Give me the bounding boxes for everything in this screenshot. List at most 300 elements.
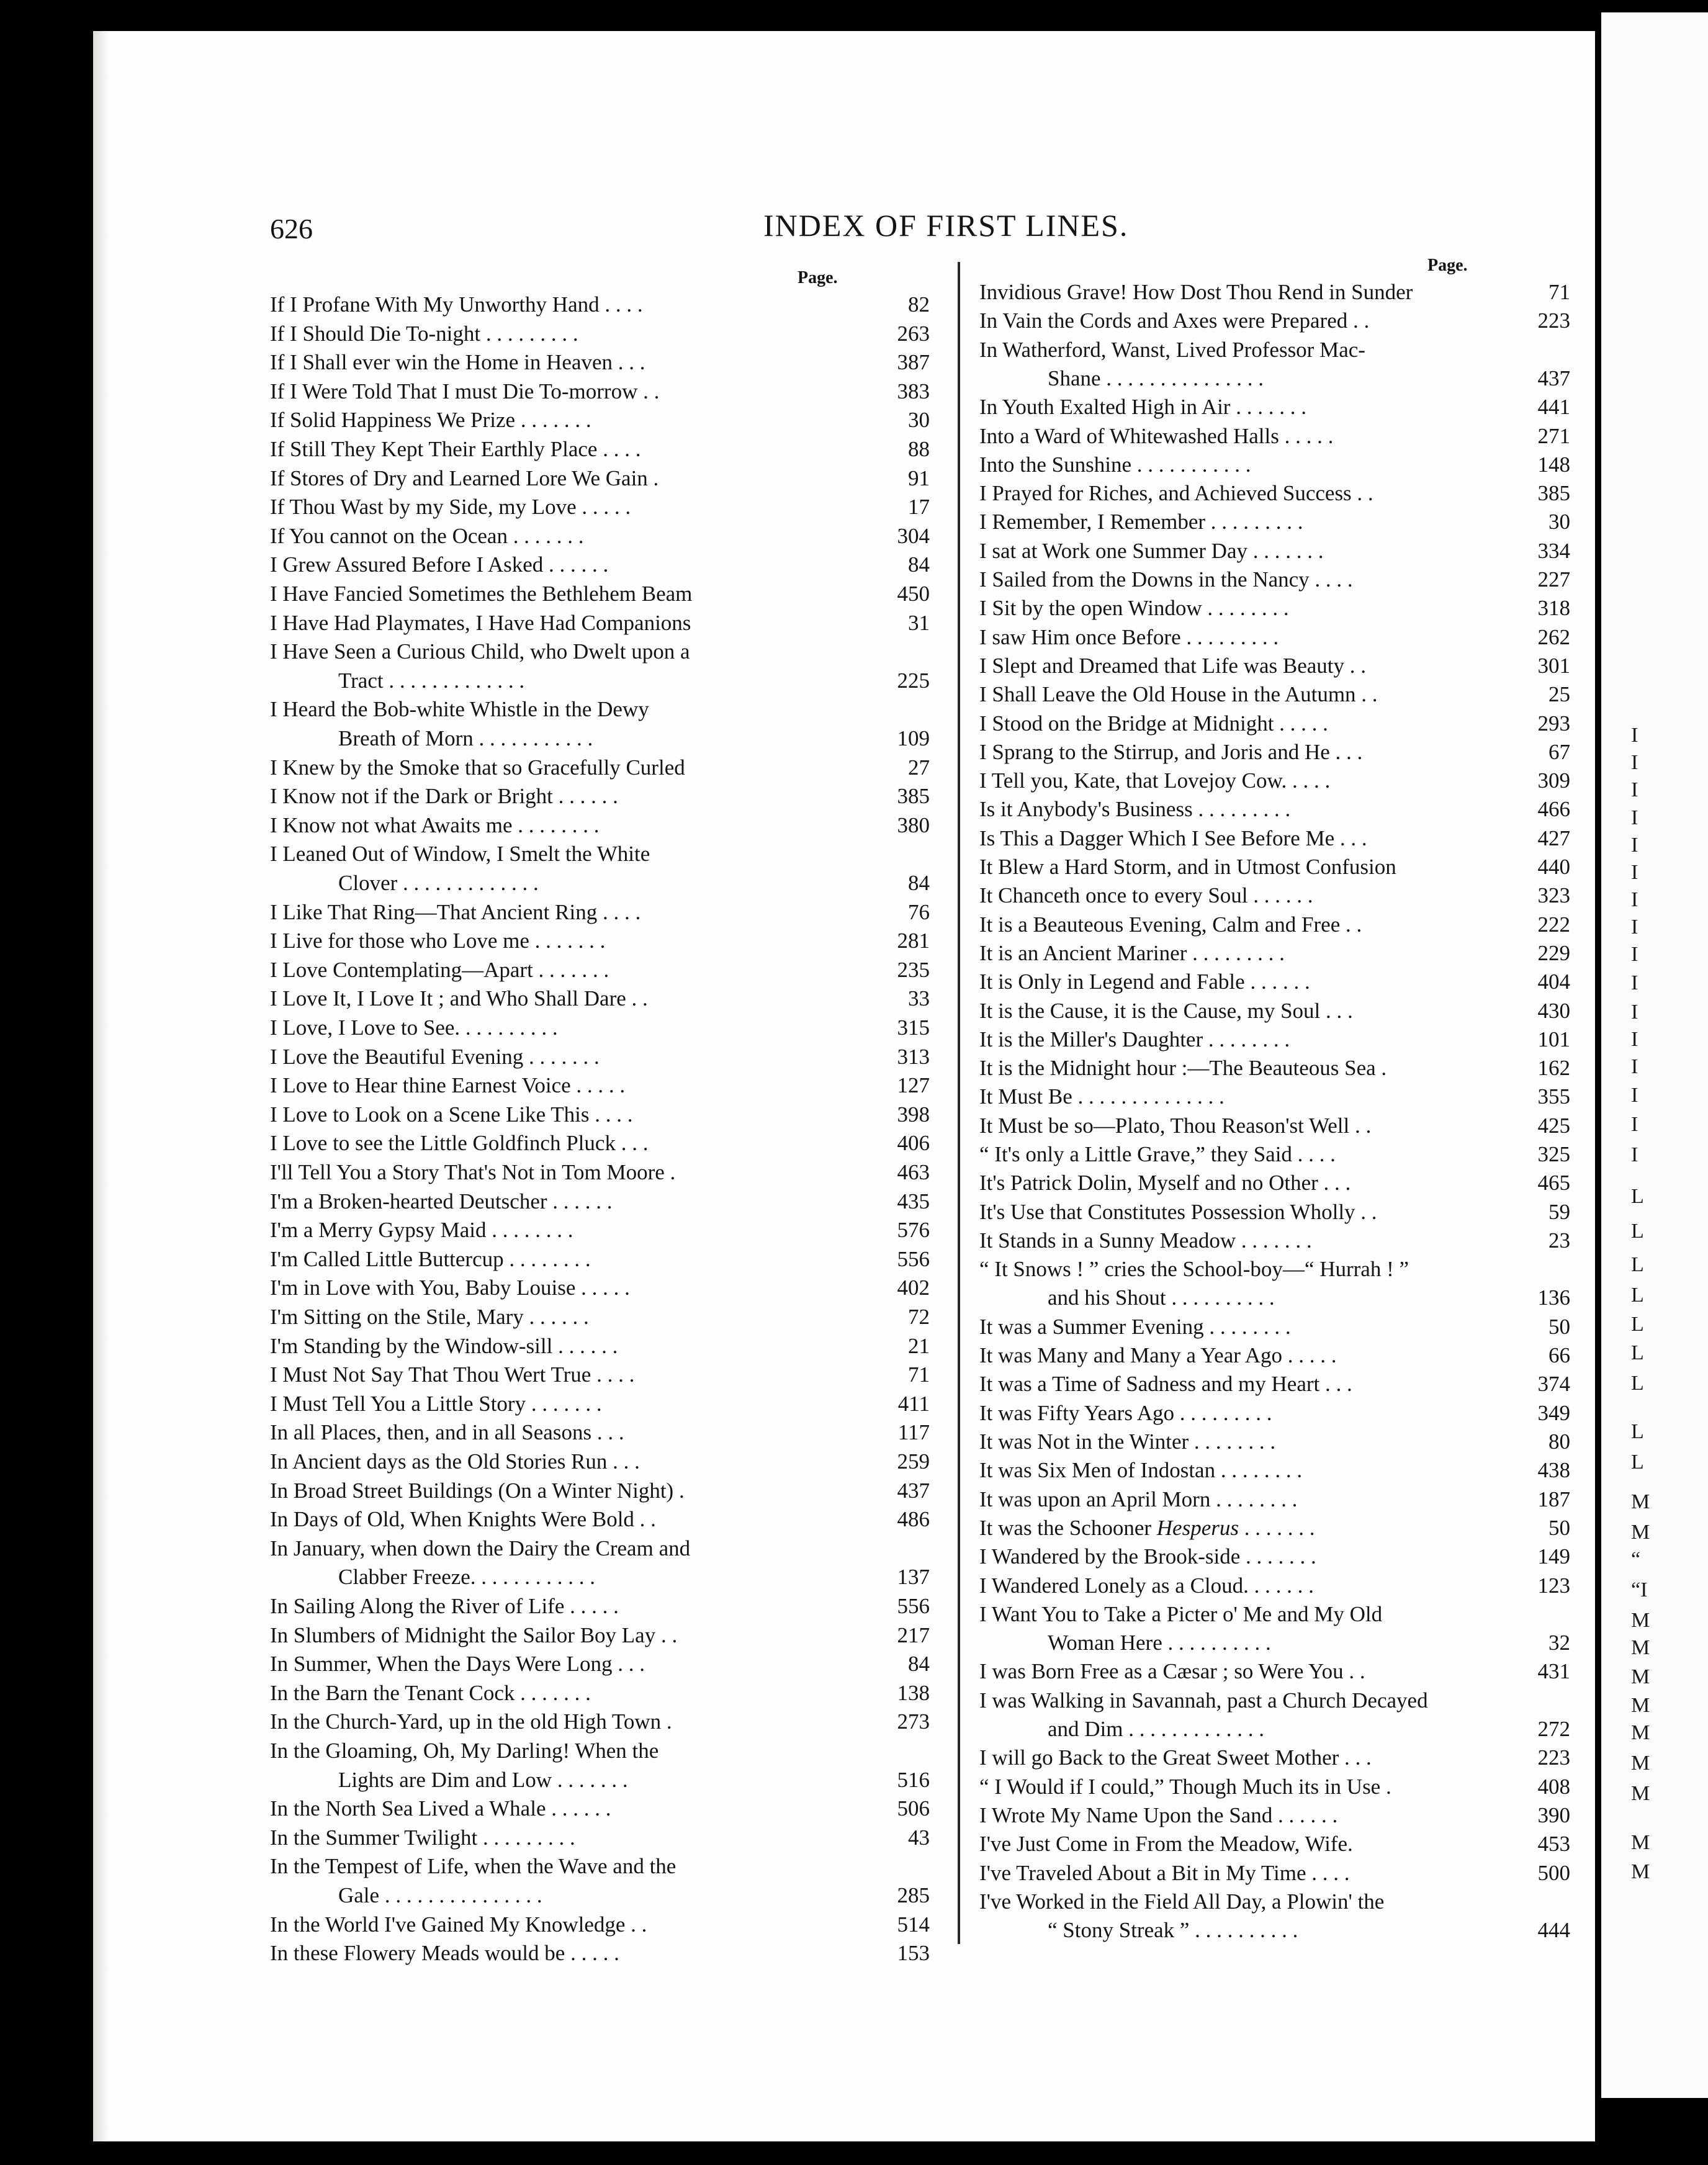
entry-page-number: 385	[897, 784, 930, 809]
entry-page-number: 453	[1537, 1832, 1570, 1857]
index-entry	[979, 565, 1570, 594]
entry-first-line: “ It Snows ! ” cries the School-boy—“ Hurrah ! ”	[979, 1257, 1409, 1282]
entry-first-line: Into a Ward of Whitewashed Halls . . . . .	[979, 423, 1334, 448]
entry-first-line: In the Church-Yard, up in the old High Town .	[270, 1709, 672, 1734]
index-entry	[270, 1071, 930, 1101]
entry-page-number: 225	[897, 668, 930, 693]
adjacent-page-letter: I	[1631, 861, 1638, 884]
entry-page-number: 223	[1537, 1745, 1570, 1770]
index-entry	[270, 1592, 930, 1621]
adjacent-page-edge	[1601, 12, 1708, 2098]
entry-first-line: It was Not in the Winter . . . . . . . .	[979, 1429, 1276, 1454]
index-entry	[979, 1600, 1570, 1658]
entry-page-number: 273	[897, 1709, 930, 1734]
index-entry	[979, 307, 1570, 335]
entry-page-number: 406	[897, 1131, 930, 1156]
entry-first-line: If Solid Happiness We Prize . . . . . . .	[270, 408, 591, 433]
entry-continuation-line: and his Shout . . . . . . . . . .	[1048, 1285, 1275, 1310]
index-entry	[979, 1514, 1570, 1542]
index-entry	[270, 1852, 930, 1910]
adjacent-page-letter: M	[1631, 1694, 1650, 1717]
entry-first-line: I Prayed for Riches, and Achieved Success . .	[979, 481, 1373, 506]
entry-first-line: I saw Him once Before . . . . . . . . .	[979, 624, 1279, 649]
entry-first-line: It was upon an April Morn . . . . . . . .	[979, 1487, 1298, 1511]
entry-first-line: It is an Ancient Mariner . . . . . . . . .	[979, 940, 1285, 965]
entry-first-line: I Sailed from the Downs in the Nancy . . . .	[979, 567, 1353, 592]
entry-page-number: 138	[897, 1680, 930, 1705]
entry-page-number: 109	[897, 726, 930, 750]
index-entry	[270, 348, 930, 377]
entry-page-number: 67	[1548, 739, 1570, 764]
index-entry	[979, 508, 1570, 536]
entry-first-line: I Have Seen a Curious Child, who Dwelt upon a	[270, 639, 690, 664]
entry-page-number: 30	[1548, 510, 1570, 534]
entry-first-line: I Leaned Out of Window, I Smelt the White	[270, 842, 650, 866]
entry-continuation-line: “ Stony Streak ” . . . . . . . . . .	[1048, 1918, 1298, 1943]
entry-first-line: I was Walking in Savannah, past a Church Decayed	[979, 1688, 1428, 1713]
index-entry	[979, 1112, 1570, 1140]
index-entry	[270, 695, 930, 753]
entry-page-number: 84	[908, 552, 930, 577]
entry-page-number: 556	[897, 1594, 930, 1618]
adjacent-page-letter: M	[1631, 1782, 1650, 1805]
adjacent-page-letter: L	[1631, 1220, 1644, 1243]
entry-first-line: If I Should Die To-night . . . . . . . . .	[270, 321, 578, 346]
adjacent-page-letter: I	[1631, 724, 1638, 747]
entry-first-line: I'm in Love with You, Baby Louise . . . . .	[270, 1276, 630, 1300]
page-column-label: Page.	[798, 268, 838, 287]
entry-first-line: I Knew by the Smoke that so Gracefully Curled	[270, 755, 685, 780]
entry-first-line: I'll Tell You a Story That's Not in Tom Moore .	[270, 1160, 676, 1184]
entry-page-number: 408	[1537, 1774, 1570, 1799]
index-entry	[979, 1025, 1570, 1054]
entry-page-number: 323	[1537, 883, 1570, 908]
entry-first-line: If Stores of Dry and Learned Lore We Gain .	[270, 466, 659, 490]
index-entry	[270, 754, 930, 783]
entry-page-number: 315	[897, 1015, 930, 1040]
entry-first-line: I Heard the Bob-white Whistle in the Dewy	[270, 697, 649, 722]
entry-first-line: I'm a Merry Gypsy Maid . . . . . . . .	[270, 1218, 573, 1243]
entry-first-line: If Thou Wast by my Side, my Love . . . . .	[270, 495, 631, 520]
adjacent-page-letter: M	[1631, 1609, 1650, 1632]
index-entry	[979, 422, 1570, 451]
entry-page-number: 398	[897, 1102, 930, 1127]
entry-first-line: In the World I've Gained My Knowledge . .	[270, 1912, 647, 1937]
index-entry	[270, 1216, 930, 1245]
index-entry	[979, 1542, 1570, 1571]
entry-first-line: It was a Summer Evening . . . . . . . .	[979, 1314, 1291, 1339]
adjacent-page-letter: I	[1631, 916, 1638, 938]
index-entry	[270, 1679, 930, 1708]
entry-page-number: 285	[897, 1883, 930, 1907]
entry-page-number: 427	[1537, 826, 1570, 850]
entry-first-line: If You cannot on the Ocean . . . . . . .	[270, 523, 584, 548]
entry-page-number: 463	[897, 1160, 930, 1184]
entry-page-number: 59	[1548, 1199, 1570, 1224]
entry-first-line: I Wandered Lonely as a Cloud. . . . . . .	[979, 1573, 1314, 1598]
index-entry	[270, 320, 930, 349]
index-entry	[270, 1187, 930, 1217]
entry-first-line: In the North Sea Lived a Whale . . . . . .	[270, 1796, 611, 1821]
entry-page-number: 318	[1537, 596, 1570, 621]
entry-first-line: In Days of Old, When Knights Were Bold . .	[270, 1507, 656, 1532]
index-entry	[270, 1447, 930, 1477]
entry-first-line: It was Six Men of Indostan . . . . . . . .	[979, 1458, 1303, 1483]
index-entry	[979, 1572, 1570, 1600]
entry-page-number: 301	[1537, 653, 1570, 678]
entry-page-number: 229	[1537, 940, 1570, 965]
adjacent-page-letter: I	[1631, 834, 1638, 857]
index-entry	[979, 1888, 1570, 1945]
entry-page-number: 149	[1537, 1544, 1570, 1569]
entry-continuation-line: Woman Here . . . . . . . . . .	[1048, 1631, 1271, 1655]
entry-page-number: 217	[897, 1623, 930, 1647]
entry-page-number: 437	[1537, 366, 1570, 390]
index-entry	[979, 393, 1570, 421]
index-entry	[270, 435, 930, 464]
index-entry	[979, 824, 1570, 853]
entry-first-line: Into the Sunshine . . . . . . . . . . .	[979, 452, 1251, 477]
entry-first-line: I've Worked in the Field All Day, a Plowin' the	[979, 1889, 1385, 1914]
entry-page-number: 123	[1537, 1573, 1570, 1598]
entry-first-line: It is a Beauteous Evening, Calm and Free . .	[979, 912, 1362, 937]
index-entry	[270, 377, 930, 407]
adjacent-page-letter: M	[1631, 1636, 1650, 1659]
index-entry	[979, 1341, 1570, 1370]
index-entry	[270, 1824, 930, 1853]
index-entry	[979, 795, 1570, 824]
index-entry	[979, 1140, 1570, 1169]
entry-page-number: 76	[908, 899, 930, 924]
entry-page-number: 162	[1537, 1056, 1570, 1081]
adjacent-page-letter: L	[1631, 1313, 1644, 1336]
index-entry	[979, 939, 1570, 968]
index-entry	[270, 811, 930, 840]
index-entry	[979, 1169, 1570, 1197]
index-entry	[979, 451, 1570, 479]
entry-first-line: In Vain the Cords and Axes were Prepared . .	[979, 308, 1370, 333]
entry-continuation-line: Shane . . . . . . . . . . . . . . .	[1048, 366, 1264, 390]
index-entry	[979, 623, 1570, 652]
index-entry	[979, 738, 1570, 767]
entry-first-line: I've Just Come in From the Meadow, Wife.	[979, 1832, 1353, 1857]
index-entry	[270, 1129, 930, 1158]
entry-page-number: 227	[1537, 567, 1570, 592]
entry-page-number: 263	[897, 321, 930, 346]
entry-page-number: 431	[1537, 1659, 1570, 1684]
adjacent-page-letter: M	[1631, 1860, 1650, 1883]
index-entry	[979, 1686, 1570, 1744]
entry-first-line: I Stood on the Bridge at Midnight . . . . .	[979, 711, 1328, 736]
index-entry	[270, 1650, 930, 1679]
adjacent-page-letter: L	[1631, 1451, 1644, 1474]
index-entry	[979, 336, 1570, 394]
adjacent-page-letter: M	[1631, 1752, 1650, 1775]
entry-page-number: 91	[908, 466, 930, 490]
adjacent-page-letter: “I	[1631, 1578, 1648, 1601]
index-entry	[270, 1794, 930, 1824]
entry-page-number: 514	[897, 1912, 930, 1937]
entry-page-number: 31	[908, 610, 930, 635]
entry-page-number: 136	[1537, 1285, 1570, 1310]
entry-page-number: 293	[1537, 711, 1570, 736]
entry-page-number: 450	[897, 582, 930, 606]
index-entry	[979, 968, 1570, 996]
entry-first-line: I Tell you, Kate, that Lovejoy Cow. . . . .	[979, 768, 1331, 793]
index-entry	[270, 522, 930, 551]
entry-page-number: 437	[897, 1478, 930, 1503]
entry-page-number: 80	[1548, 1429, 1570, 1454]
entry-first-line: I Slept and Dreamed that Life was Beauty . .	[979, 653, 1366, 678]
index-entry	[270, 1621, 930, 1650]
index-entry	[270, 1303, 930, 1332]
entry-page-number: 281	[897, 929, 930, 953]
entry-page-number: 137	[897, 1565, 930, 1590]
index-entry	[979, 1428, 1570, 1456]
adjacent-page-letter: I	[1631, 943, 1638, 966]
entry-first-line: I Have Fancied Sometimes the Bethlehem Beam	[270, 582, 693, 606]
entry-page-number: 304	[897, 523, 930, 548]
entry-page-number: 43	[908, 1825, 930, 1850]
entry-first-line: In the Gloaming, Oh, My Darling! When the	[270, 1739, 659, 1763]
index-entry	[979, 997, 1570, 1025]
index-entry	[979, 1198, 1570, 1227]
book-page	[93, 31, 1595, 2141]
entry-first-line: In the Summer Twilight . . . . . . . . .	[270, 1825, 575, 1850]
index-entry	[979, 680, 1570, 709]
entry-first-line: Is This a Dagger Which I See Before Me . . .	[979, 826, 1367, 850]
entry-page-number: 50	[1548, 1515, 1570, 1540]
entry-first-line: It's Use that Constitutes Possession Wholly . .	[979, 1199, 1377, 1224]
entry-first-line: I Have Had Playmates, I Have Had Companions	[270, 610, 691, 635]
entry-page-number: 71	[908, 1362, 930, 1387]
entry-page-number: 383	[897, 379, 930, 403]
entry-page-number: 438	[1537, 1458, 1570, 1483]
entry-first-line: If I Profane With My Unworthy Hand . . . .	[270, 292, 643, 317]
adjacent-page-letter: L	[1631, 1284, 1644, 1307]
entry-page-number: 235	[897, 957, 930, 982]
entry-page-number: 127	[897, 1073, 930, 1098]
index-entry	[270, 1014, 930, 1043]
adjacent-page-letter: M	[1631, 1831, 1650, 1854]
entry-first-line: I Know not what Awaits me . . . . . . . .	[270, 812, 600, 837]
adjacent-page-letter: I	[1631, 971, 1638, 994]
entry-page-number: 465	[1537, 1171, 1570, 1195]
entry-first-line: I'm a Broken-hearted Deutscher . . . . . .	[270, 1189, 613, 1213]
entry-first-line: Is it Anybody's Business . . . . . . . . .	[979, 797, 1291, 822]
index-entry	[270, 406, 930, 435]
index-entry	[979, 537, 1570, 565]
adjacent-page-letter: M	[1631, 1665, 1650, 1688]
entry-continuation-line: Clover . . . . . . . . . . . . .	[338, 870, 539, 895]
index-entry	[979, 1255, 1570, 1313]
adjacent-page-letter: L	[1631, 1341, 1644, 1364]
entry-first-line: “ I Would if I could,” Though Much its in Use .	[979, 1774, 1391, 1799]
entry-page-number: 187	[1537, 1487, 1570, 1511]
entry-page-number: 84	[908, 1652, 930, 1677]
entry-page-number: 355	[1537, 1084, 1570, 1109]
entry-first-line: I Love to see the Little Goldfinch Pluck . . .	[270, 1131, 649, 1156]
page-column-label: Page.	[1427, 256, 1468, 275]
index-entry	[270, 1418, 930, 1447]
entry-first-line: I will go Back to the Great Sweet Mother . . .	[979, 1745, 1372, 1770]
entry-first-line: It's Patrick Dolin, Myself and no Other . . .	[979, 1171, 1351, 1195]
entry-page-number: 430	[1537, 998, 1570, 1023]
index-entry	[979, 911, 1570, 939]
index-entry	[270, 1911, 930, 1940]
entry-page-number: 71	[1548, 280, 1570, 304]
entry-page-number: 66	[1548, 1343, 1570, 1368]
entry-first-line: In all Places, then, and in all Seasons . . .	[270, 1420, 624, 1445]
entry-page-number: 271	[1537, 423, 1570, 448]
entry-first-line: I Love the Beautiful Evening . . . . . . .	[270, 1044, 600, 1069]
index-entry	[979, 853, 1570, 881]
entry-page-number: 32	[1548, 1631, 1570, 1655]
index-entry	[270, 782, 930, 811]
index-entry	[979, 1657, 1570, 1686]
entry-continuation-line: Lights are Dim and Low . . . . . . .	[338, 1767, 628, 1792]
entry-first-line: It is Only in Legend and Fable . . . . . .	[979, 970, 1310, 994]
index-entry	[270, 1043, 930, 1072]
adjacent-page-letter: I	[1631, 778, 1638, 801]
index-entry	[979, 881, 1570, 910]
index-entry	[979, 1227, 1570, 1255]
index-entry	[270, 927, 930, 956]
entry-first-line: It is the Miller's Daughter . . . . . . . .	[979, 1027, 1290, 1051]
index-entry	[979, 594, 1570, 623]
index-entry	[979, 1082, 1570, 1111]
entry-first-line: In January, when down the Dairy the Cream and	[270, 1536, 691, 1560]
entry-page-number: 402	[897, 1276, 930, 1300]
entry-first-line: In Broad Street Buildings (On a Winter Night) .	[270, 1478, 685, 1503]
entry-page-number: 387	[897, 350, 930, 375]
entry-first-line: I sat at Work one Summer Day . . . . . . .	[979, 538, 1324, 563]
adjacent-page-letter: L	[1631, 1185, 1644, 1208]
entry-page-number: 84	[908, 870, 930, 895]
index-entry	[979, 1054, 1570, 1082]
entry-page-number: 500	[1537, 1860, 1570, 1885]
entry-page-number: 30	[908, 408, 930, 433]
index-entry	[979, 278, 1570, 307]
index-entry	[979, 1485, 1570, 1514]
index-entry	[270, 898, 930, 927]
entry-first-line: It Must Be . . . . . . . . . . . . . .	[979, 1084, 1225, 1109]
index-entry	[270, 1245, 930, 1274]
index-entry	[270, 1158, 930, 1187]
entry-first-line: I Love Contemplating—Apart . . . . . . .	[270, 957, 609, 982]
entry-page-number: 435	[897, 1189, 930, 1213]
index-entry	[979, 709, 1570, 738]
entry-first-line: I Want You to Take a Picter o' Me and My Old	[979, 1601, 1383, 1626]
index-entry	[270, 464, 930, 493]
italic-title: Hesperus	[1156, 1515, 1239, 1540]
entry-first-line: I'm Standing by the Window-sill . . . . . .	[270, 1333, 618, 1358]
entry-first-line: I Must Tell You a Little Story . . . . . . .	[270, 1391, 602, 1416]
entry-page-number: 466	[1537, 797, 1570, 822]
entry-first-line: I've Traveled About a Bit in My Time . . . .	[979, 1860, 1350, 1885]
index-entry	[270, 551, 930, 580]
page-number: 626	[270, 213, 313, 245]
entry-page-number: 325	[1537, 1142, 1570, 1166]
entry-page-number: 486	[897, 1507, 930, 1532]
index-entry	[270, 840, 930, 898]
entry-first-line: In Slumbers of Midnight the Sailor Boy Lay . .	[270, 1623, 678, 1647]
adjacent-page-letter: I	[1631, 1113, 1638, 1136]
entry-page-number: 25	[1548, 682, 1570, 707]
index-entry	[270, 1708, 930, 1737]
index-entry	[270, 1737, 930, 1794]
adjacent-page-letter: I	[1631, 888, 1638, 911]
entry-page-number: 576	[897, 1218, 930, 1243]
entry-page-number: 556	[897, 1246, 930, 1271]
entry-first-line: In Sailing Along the River of Life . . . . .	[270, 1594, 619, 1618]
entry-page-number: 17	[908, 495, 930, 520]
entry-first-line: I Wandered by the Brook-side . . . . . . .	[979, 1544, 1316, 1569]
entry-page-number: 21	[908, 1333, 930, 1358]
index-entry	[270, 956, 930, 985]
index-entry	[270, 1390, 930, 1419]
entry-first-line: It is the Cause, it is the Cause, my Soul . . .	[979, 998, 1353, 1023]
index-entry	[270, 1534, 930, 1592]
entry-page-number: 117	[897, 1420, 930, 1445]
index-entry	[270, 984, 930, 1014]
adjacent-page-letter: I	[1631, 751, 1638, 774]
entry-first-line: It Stands in a Sunny Meadow . . . . . . .	[979, 1228, 1312, 1253]
entry-continuation-line: Tract . . . . . . . . . . . . .	[338, 668, 525, 693]
index-entry	[270, 1332, 930, 1361]
entry-page-number: 101	[1537, 1027, 1570, 1051]
entry-first-line: I'm Called Little Buttercup . . . . . . . .	[270, 1246, 591, 1271]
entry-first-line: It is the Midnight hour :—The Beauteous Sea .	[979, 1056, 1387, 1081]
entry-page-number: 380	[897, 812, 930, 837]
adjacent-page-letter: M	[1631, 1521, 1650, 1544]
entry-continuation-line: Clabber Freeze. . . . . . . . . . . .	[338, 1565, 596, 1590]
entry-page-number: 506	[897, 1796, 930, 1821]
entry-first-line: I Love It, I Love It ; and Who Shall Dare . .	[270, 986, 648, 1011]
entry-page-number: 440	[1537, 855, 1570, 879]
entry-continuation-line: Breath of Morn . . . . . . . . . . .	[338, 726, 593, 750]
entry-page-number: 349	[1537, 1400, 1570, 1425]
entry-page-number: 23	[1548, 1228, 1570, 1253]
adjacent-page-letter: M	[1631, 1721, 1650, 1744]
page-fold-shadow	[93, 31, 109, 2141]
index-entry	[270, 1505, 930, 1534]
entry-first-line: It Blew a Hard Storm, and in Utmost Confusion	[979, 855, 1396, 879]
entry-page-number: 334	[1537, 538, 1570, 563]
entry-first-line: I Like That Ring—That Ancient Ring . . . .	[270, 899, 641, 924]
entry-first-line: I Sprang to the Stirrup, and Joris and He . . .	[979, 739, 1363, 764]
index-entry	[270, 493, 930, 522]
index-entry	[270, 637, 930, 695]
entry-first-line: I Love to Look on a Scene Like This . . . .	[270, 1102, 633, 1127]
index-entry	[270, 1274, 930, 1303]
entry-continuation-line: Gale . . . . . . . . . . . . . . .	[338, 1883, 542, 1907]
adjacent-page-letter: I	[1631, 806, 1638, 829]
entry-first-line: If I Were Told That I must Die To-morrow . .	[270, 379, 660, 403]
entry-page-number: 385	[1537, 481, 1570, 506]
entry-first-line: I Live for those who Love me . . . . . . .	[270, 929, 606, 953]
index-entry	[979, 1370, 1570, 1398]
entry-page-number: 374	[1537, 1372, 1570, 1397]
entry-first-line: I'm Sitting on the Stile, Mary . . . . . .	[270, 1305, 589, 1329]
index-entry	[270, 609, 930, 638]
entry-page-number: 148	[1537, 452, 1570, 477]
entry-page-number: 441	[1537, 395, 1570, 420]
entry-page-number: 82	[908, 292, 930, 317]
entry-page-number: 88	[908, 437, 930, 461]
entry-page-number: 404	[1537, 970, 1570, 994]
entry-first-line: In the Tempest of Life, when the Wave and the	[270, 1854, 676, 1879]
